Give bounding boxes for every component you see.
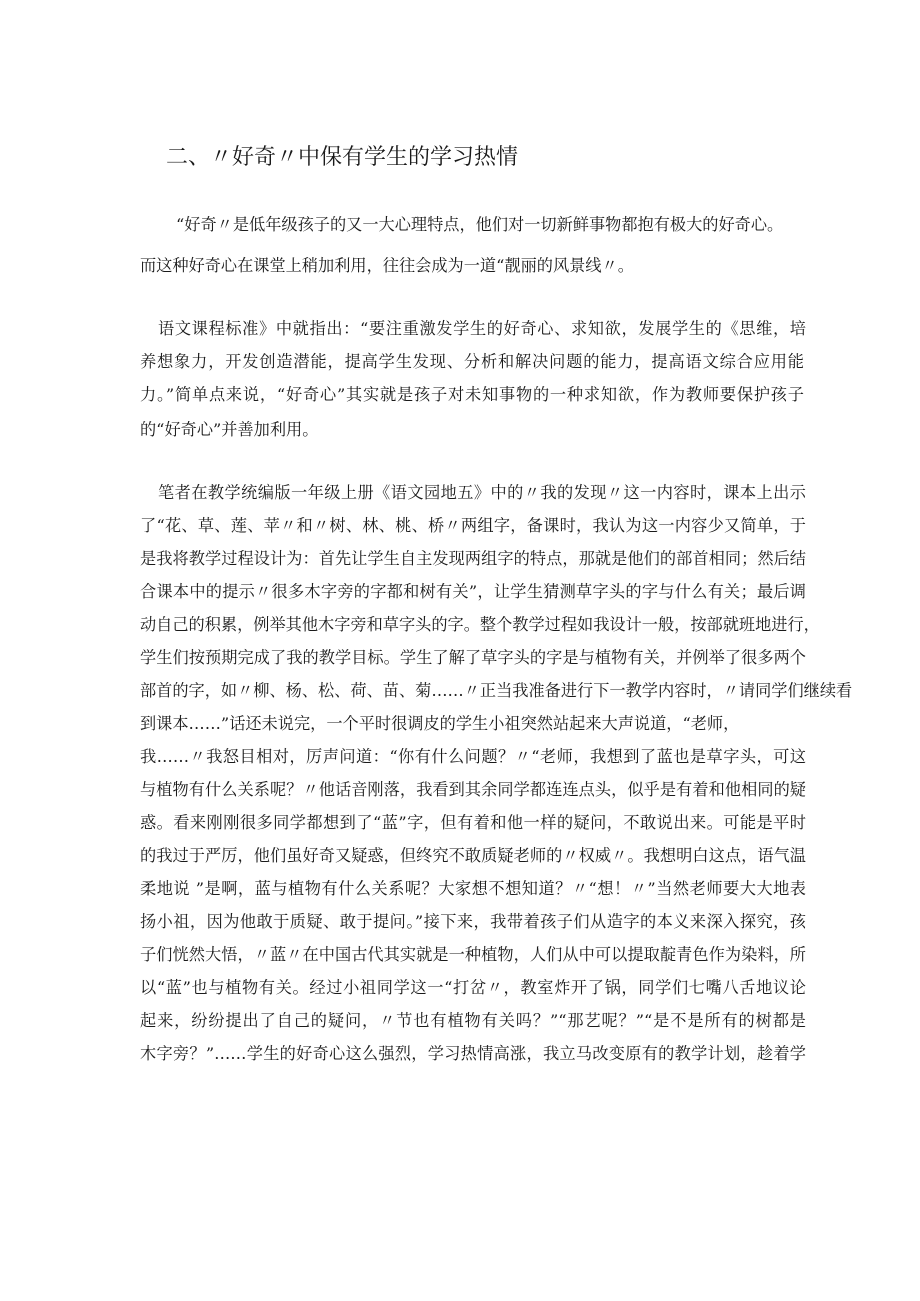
paragraph-3-line-5: 动自己的积累，例举其他木字旁和草字头的字。整个教学过程如我设计一般，按部就班地进行， — [140, 615, 820, 634]
paragraph-3-line-4: 合课本中的提示〃很多木字旁的字都和树有关”，让学生猜测草字头的字与什么有关；最后调 — [140, 582, 806, 601]
paragraph-2-line-2: 养想象力，开发创造潜能，提高学生发现、分析和解决问题的能力，提高语文综合应用能 — [140, 352, 804, 371]
paragraph-3-line-9: 我……〃我怒目相对，厉声问道：“你有什么问题？〃“老师，我想到了蓝也是草字头，可这 — [140, 747, 806, 766]
paragraph-3-line-6: 学生们按预期完成了我的教学目标。学生了解了草字头的字是与植物有关，并例举了很多两个 — [140, 648, 806, 667]
paragraph-3-line-14: 扬小祖，因为他敢于质疑、敢于提问。”接下来，我带着孩子们从造字的本义来深入探究，孩 — [140, 912, 806, 931]
paragraph-3-line-11: 惑。看来刚刚很多同学都想到了“蓝”字，但有着和他一样的疑问，不敢说出来。可能是平时 — [140, 813, 806, 832]
paragraph-1-line-1: “好奇〃是低年级孩子的又一大心理特点，他们对一切新鲜事物都抱有极大的好奇心。 — [176, 215, 784, 234]
paragraph-3-line-18: 木字旁？”……学生的好奇心这么强烈，学习热情高涨，我立马改变原有的教学计划，趁着学 — [140, 1044, 806, 1063]
paragraph-1-line-2: 而这种好奇心在课堂上稍加利用，往往会成为一道“靓丽的风景线〃。 — [140, 256, 634, 275]
paragraph-3-line-12: 的我过于严厉，他们虽好奇又疑惑，但终究不敢质疑老师的〃权威〃。我想明白这点，语气温 — [140, 846, 806, 865]
paragraph-3-line-17: 起来，纷纷提出了自己的疑问，〃节也有植物有关吗？”“那艺呢？”“是不是所有的树都是 — [140, 1011, 806, 1030]
section-heading: 二、〃好奇〃中保有学生的学习热情 — [166, 145, 519, 170]
paragraph-2-line-3: 力。”简单点来说，“好奇心”其实就是孩子对未知事物的一种求知欲，作为教师要保护孩子 — [140, 385, 804, 404]
paragraph-3-line-2: 了“花、草、莲、苹〃和〃树、林、桃、桥〃两组字，备课时，我认为这一内容少又简单，于 — [140, 516, 806, 535]
paragraph-3-line-16: 以“蓝”也与植物有关。经过小祖同学这一“打岔〃，教室炸开了锅，同学们七嘴八舌地议论 — [140, 978, 806, 997]
paragraph-2-line-4: 的“好奇心”并善加利用。 — [140, 420, 319, 439]
paragraph-2-line-1: 语文课程标准》中就指出：“要注重激发学生的好奇心、求知欲，发展学生的《思维，培 — [158, 319, 806, 338]
paragraph-3-line-10: 与植物有什么关系呢？〃他话音刚落，我看到其余同学都连连点头，似乎是有着和他相同的疑 — [140, 780, 806, 799]
paragraph-3-line-3: 是我将教学过程设计为：首先让学生自主发现两组字的特点，那就是他们的部首相同；然后结 — [140, 549, 806, 568]
paragraph-3-line-13: 柔地说 ”是啊，蓝与植物有什么关系呢？大家想不想知道？〃“想！〃”当然老师要大大地表 — [140, 879, 806, 898]
paragraph-3-line-15: 子们恍然大悟，〃蓝〃在中国古代其实就是一种植物，人们从中可以提取靛青色作为染料，所 — [140, 945, 806, 964]
paragraph-3-line-7: 部首的字，如〃柳、杨、松、荷、苗、菊……〃正当我准备进行下一教学内容时，〃请同学们继续看 — [140, 681, 853, 700]
paragraph-3-line-1: 笔者在教学统编版一年级上册《语文园地五》中的〃我的发现〃这一内容时，课本上出示 — [158, 483, 806, 502]
paragraph-3-line-8: 到课本……”话还未说完，一个平时很调皮的学生小祖突然站起来大声说道，“老师， — [140, 714, 740, 733]
